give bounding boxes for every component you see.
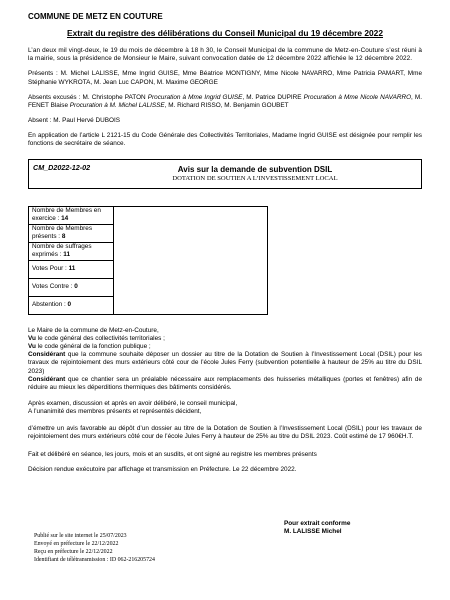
vote-value: 0: [67, 301, 72, 309]
vote-label: Nombre de Membres présents :: [32, 224, 93, 241]
considerants-section: [28, 327, 422, 393]
vote-cell: [29, 206, 114, 224]
vu-keyword: Vu: [28, 343, 36, 351]
emet-paragraph: d’émettre un avis favorable au dépôt d’un dossier au titre de la Dotation de Soutien à l’Investissement Local (DSIL) pour les travaux de rejointoiement des murs extérieurs côté cour de l’école Jules Ferry à hauteur de 25% au titre du DSIL 2023. Coût estimé de 17 960€H.T.: [28, 424, 422, 440]
vu-line-1: [28, 335, 422, 343]
unanimite-text: A l’unanimité des membres présents et représentés décident,: [28, 408, 202, 416]
vote-cell: [29, 242, 114, 260]
footer-recu: Reçu en préfecture le 22/12/2022: [34, 548, 113, 555]
vote-value: 11: [63, 251, 71, 259]
deliberation-box: [28, 159, 422, 189]
deliberation-title: Avis sur la demande de subvention DSIL: [177, 164, 333, 174]
considerant-keyword: Considérant: [28, 351, 66, 359]
deliberation-subtitle: DOTATION DE SOUTIEN A L’INVESTISSEMENT LOCAL: [172, 174, 338, 182]
maire-line: Le Maire de la commune de Metz-en-Couture,: [28, 326, 159, 334]
considerant-text: que la commune souhaite déposer un dossier au titre de la Dotation de Soutien à l’Investissement Local (DSIL) pour les travaux de rejointoiement des murs extérieurs côté cour de l’école Jules Ferry (subvention potentielle à hauteur de 25% au titre du DSIL 2023): [28, 351, 422, 375]
procuration-3: Procuration à M. Michel LALISSE: [69, 101, 165, 109]
commune-name: COMMUNE DE METZ EN COUTURE: [28, 12, 163, 21]
excuses-mid-1: , M. Patrice DUPIRE: [242, 93, 304, 101]
vote-cell: [29, 260, 114, 278]
vu-text: le code général de la fonction publique ;: [35, 343, 151, 351]
extrait-title: Extrait du registre des délibérations du Conseil Municipal du 19 décembre 2022: [66, 28, 384, 39]
excuses-prefix: Absents excusés : M. Christophe PATON: [28, 93, 148, 101]
excuses-paragraph: [28, 94, 422, 110]
absent-paragraph: Absent : M. Paul Hervé DUBOIS: [28, 117, 120, 125]
votes-table: [28, 206, 268, 315]
empty-cell: [114, 206, 268, 314]
deliberation-code: CM_D2022-12-02: [33, 162, 91, 172]
apres-text: Après examen, discussion et après en avoir délibéré, le conseil municipal,: [28, 400, 238, 408]
vote-label: Nombre de suffrages exprimés :: [32, 242, 92, 259]
vote-cell: [29, 296, 114, 314]
table-row: [29, 206, 268, 224]
vu-keyword: Vu: [28, 334, 36, 342]
procuration-2: Procuration à Mme Nicole NAVARRO: [303, 93, 412, 101]
signature-line-1: Pour extrait conforme: [284, 520, 351, 527]
footer-publie: Publié sur le site internet le 25/07/2023: [34, 533, 127, 539]
vote-value: 14: [61, 215, 69, 223]
signature-block: [284, 520, 350, 536]
vote-cell: [29, 278, 114, 296]
convocation-paragraph: L’an deux mil vingt-deux, le 19 du mois de décembre à 18 h 30, le Conseil Municipal de la commune de Metz-en-Couture s’est réuni à la mairie, sous la présidence de Monsieur le Maire, suivant convocation datée de 12 décembre 2022 affichée le 12 décembre 2022.: [28, 46, 422, 63]
procuration-1: Procuration à Mme Ingrid GUISE: [147, 93, 243, 101]
apres-paragraph: [28, 400, 422, 416]
rendue-paragraph: Décision rendue exécutoire par affichage et transmission en Préfecture. Le 22 décembre 2022.: [28, 466, 297, 474]
vote-label: Abstention :: [32, 301, 68, 309]
fait-paragraph: Fait et délibéré en séance, les jours, mois et an susdits, et ont signé au registre les membres présents: [28, 450, 317, 458]
vu-text: le code général des collectivités territoriales ;: [35, 334, 165, 342]
transmission-footer: [34, 533, 155, 565]
considerant-2: [28, 376, 422, 392]
vote-cell: [29, 224, 114, 242]
considerant-1: [28, 351, 422, 376]
vote-label: Votes Contre :: [32, 283, 75, 291]
signature-line-2: M. LALISSE Michel: [284, 528, 342, 536]
vote-label: Votes Pour :: [32, 265, 69, 273]
considerant-text: que ce chantier sera un préalable nécessaire aux remplacements des huisseries métalliques (portes et fenêtres) afin de réduire au mieux les déperditions thermiques des bâtiments considérés.: [28, 375, 422, 391]
vote-value: 8: [61, 233, 66, 241]
presents-paragraph: Présents : M. Michel LALISSE, Mme Ingrid GUISE, Mme Béatrice MONTIGNY, Mme Nicole NAVARRO, Mme Patricia PAMART, Mme Stéphanie WYKROTA, M. Jean Luc CAPON, M. Maxime GEORGE: [28, 70, 422, 86]
vu-line-2: [28, 343, 422, 351]
excuses-mid-2: , M. FENET Blaise: [28, 93, 423, 109]
considerant-keyword: Considérant: [28, 375, 66, 383]
footer-envoye: Envoyé en préfecture le 22/12/2022: [34, 540, 119, 547]
vote-value: 11: [68, 265, 76, 273]
footer-identifiant: Identifiant de télétransmission : ID 062-216205724: [34, 556, 155, 563]
excuses-suffix: , M. Richard RISSO, M. Benjamin GOUBET: [164, 101, 289, 109]
application-paragraph: En application de l’article L 2121-15 du Code Générale des Collectivités Territoriales, Madame Ingrid GUISE est désignée pour remplir les fonctions de secrétaire de séance.: [28, 132, 422, 148]
vote-label: Nombre de Membres en exercice :: [32, 206, 101, 223]
vote-value: 0: [74, 283, 78, 291]
